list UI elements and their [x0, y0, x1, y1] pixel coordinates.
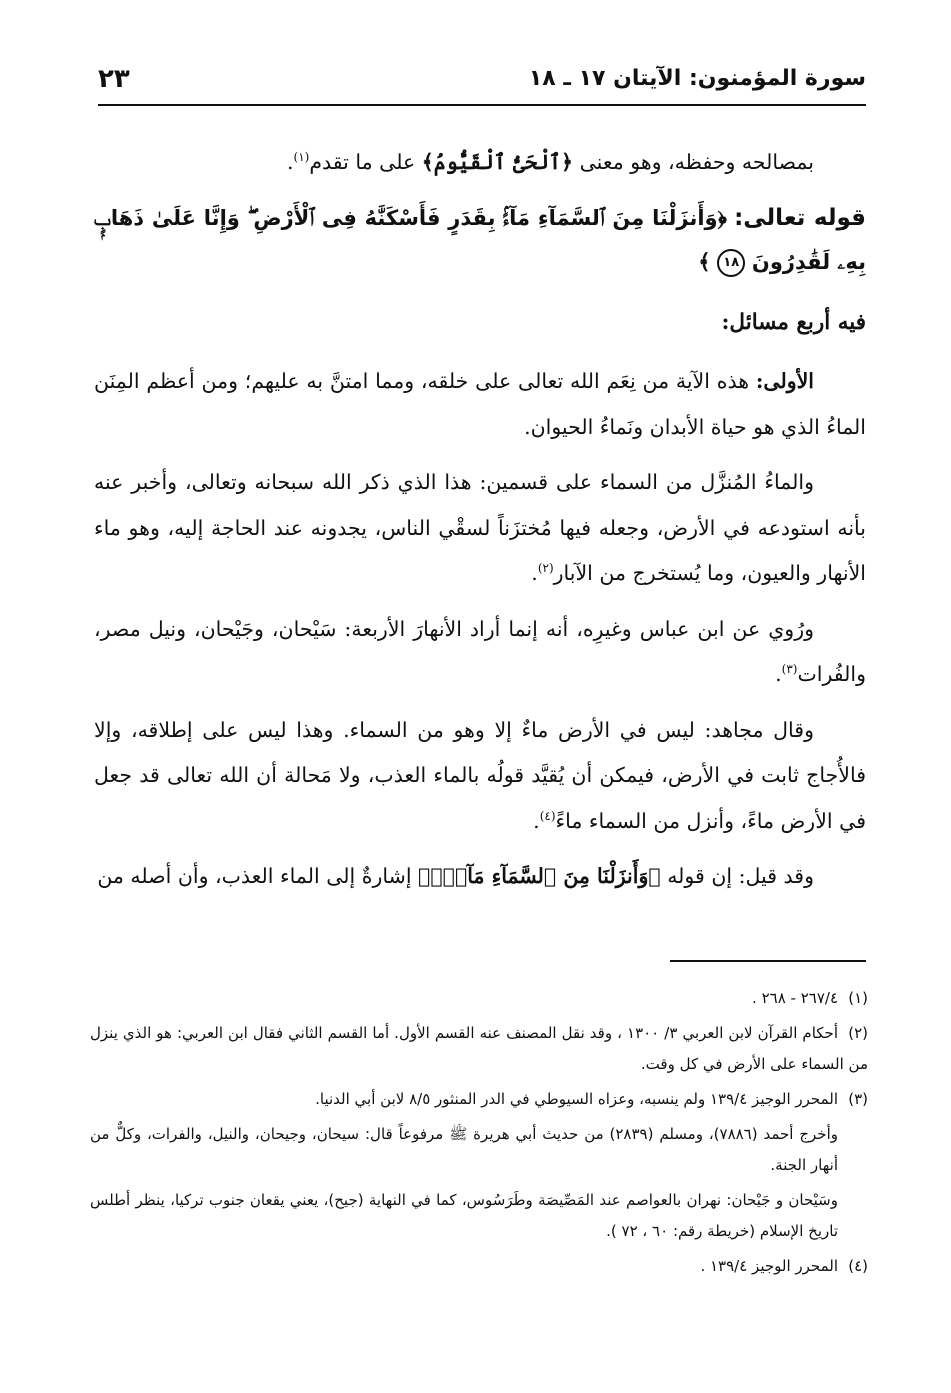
footnote-ref-1: (١): [293, 150, 310, 165]
footnote-continuation: [90, 1185, 868, 1247]
footnote-item: [90, 1251, 868, 1282]
paragraph-3-text: والماءُ المُنزَّل من السماء على قسمين: هذا الذي ذكر الله سبحانه وتعالى، وأخبر عنه بأنه استودعه في الأرض، وجعله فيها مُختزَناً لسقْي الناس، يجدونه عند الحاجة إليه، وهو ماء الأنهار والعيون، وما يُستخرج من الآبار: [94, 470, 866, 585]
footnote-ref-2: (٢): [537, 561, 554, 576]
quran-quote: ﴿ٱلْحَىُّ ٱلْقَيُّومُ﴾: [421, 150, 574, 174]
paragraph-2: [94, 359, 866, 450]
footnote-divider: [670, 960, 866, 962]
paragraph-4-end: .: [775, 662, 782, 686]
paragraph-3: [94, 460, 866, 597]
paragraph-1-tail: على ما تقدم: [309, 150, 416, 174]
footnote-text: وأخرج أحمد (٧٨٨٦)، ومسلم (٢٨٣٩) من حديث أبي هريرة ﷺ مرفوعاً قال: سيحان، وجيحان، والنيل، والفرات، وكلٌّ من أنهار الجنة.: [90, 1125, 838, 1174]
paragraph-2-text: هذه الآية من نِعَم الله تعالى على خلقه، ومما امتنَّ به عليهم؛ ومن أعظم المِنَن الماءُ الذي هو حياة الأبدان ونَماءُ الحيوان.: [94, 369, 866, 439]
running-head: سورة المؤمنون: الآيتان ١٧ ـ ١٨: [528, 66, 866, 91]
aya-number-badge: ١٨: [717, 249, 745, 277]
footnote-ref-4: (٤): [539, 808, 556, 823]
paragraph-6-text-b: إشارةٌ إلى الماء العذب، وأن أصله من: [97, 864, 412, 888]
paragraph-6-quote: ﴿وَأَنزَلْنَا مِنَ ٱلسَّمَآءِ مَآءًۢ﴾: [418, 864, 661, 888]
page-header: [98, 62, 866, 102]
paragraph-4-text: ورُوي عن ابن عباس وغيرِه، أنه إنما أراد الأنهارَ الأربعة: سَيْحان، وجَيْحان، ونيل مصر، والفُرات: [94, 616, 866, 686]
footnote-ref-3: (٣): [781, 662, 798, 677]
footnote-continuation: [90, 1119, 868, 1181]
footnote-text: المحرر الوجيز ١٣٩/٤ ولم ينسبه، وعزاه السيوطي في الدر المنثور ٨/٥ لابن أبي الدنيا.: [315, 1090, 838, 1108]
footnote-text: وسَيْحان و جَيْحان: نهران بالعواصم عند المَصِّيصَة وطَرَسُوس، كما في النهاية (جيح)، يعني يقعان جنوب تركيا، ينظر أطلس تاريخ الإسلام (خريطة رقم: ٦٠ ، ٧٢ ).: [90, 1191, 838, 1240]
paragraph-5: [94, 708, 866, 845]
footnote-text: المحرر الوجيز ١٣٩/٤ .: [700, 1257, 838, 1275]
verse-close: ﴾: [698, 249, 711, 274]
footnotes: [90, 983, 868, 1286]
footnote-number: (٣): [848, 1090, 868, 1108]
footnote-item: [90, 1018, 868, 1080]
paragraph-3-end: .: [531, 561, 538, 585]
footnote-text: أحكام القرآن لابن العربي ٣/ ١٣٠٠ ، وقد نقل المصنف عنه القسم الأول. أما القسم الثاني فقال ابن العربي: هو الذي ينزل من السماء على الأرض في كل وقت.: [90, 1024, 868, 1073]
footnote-number: (١): [848, 989, 868, 1007]
footnote-number: (٢): [848, 1024, 869, 1042]
paragraph-2-lead: الأولى:: [755, 369, 814, 393]
paragraph-6-text-a: وقد قيل: إن قوله: [667, 864, 814, 888]
verse-block: [94, 196, 866, 284]
footnote-item: [90, 983, 868, 1014]
paragraph-6: [94, 854, 866, 900]
paragraph-1-text: بمصالحه وحفظه، وهو معنى: [579, 150, 814, 174]
page-number: ٢٣: [98, 64, 130, 94]
footnote-text: ٢٦٧/٤ - ٢٦٨ .: [752, 989, 838, 1007]
paragraph-5-end: .: [533, 808, 540, 833]
footnote-item: [90, 1084, 868, 1115]
verse-lead: قوله تعالى:: [734, 204, 866, 231]
footnote-number: (٤): [848, 1257, 868, 1275]
paragraph-4: [94, 607, 866, 698]
header-divider: [98, 104, 866, 106]
verse-text: ﴿وَأَنزَلْنَا مِنَ ٱلسَّمَآءِ مَآءًۢ بِقَدَرٍ فَأَسْكَنَّٰهُ فِى ٱلْأَرْضِ ۖ وَإِنَّا عَلَىٰ ذَهَابٍۭ بِهِۦ لَقَٰدِرُونَ: [94, 205, 866, 274]
paragraph-5-text: وقال مجاهد: ليس في الأرض ماءٌ إلا وهو من السماء. وهذا ليس على إطلاقه، وإلا فالأُجاج ثابت في الأرض، فيمكن أن يُقيَّد قولُه بالماء العذب، ولا مَحالة أن الله تعالى قد جعل في الأرض ماءً، وأنزل من السماء ماءً: [94, 717, 866, 833]
paragraph-1-end: .: [286, 150, 294, 174]
section-heading: فيه أربع مسائل:: [721, 309, 866, 335]
paragraph-1: [94, 140, 866, 186]
main-text: [94, 140, 866, 910]
